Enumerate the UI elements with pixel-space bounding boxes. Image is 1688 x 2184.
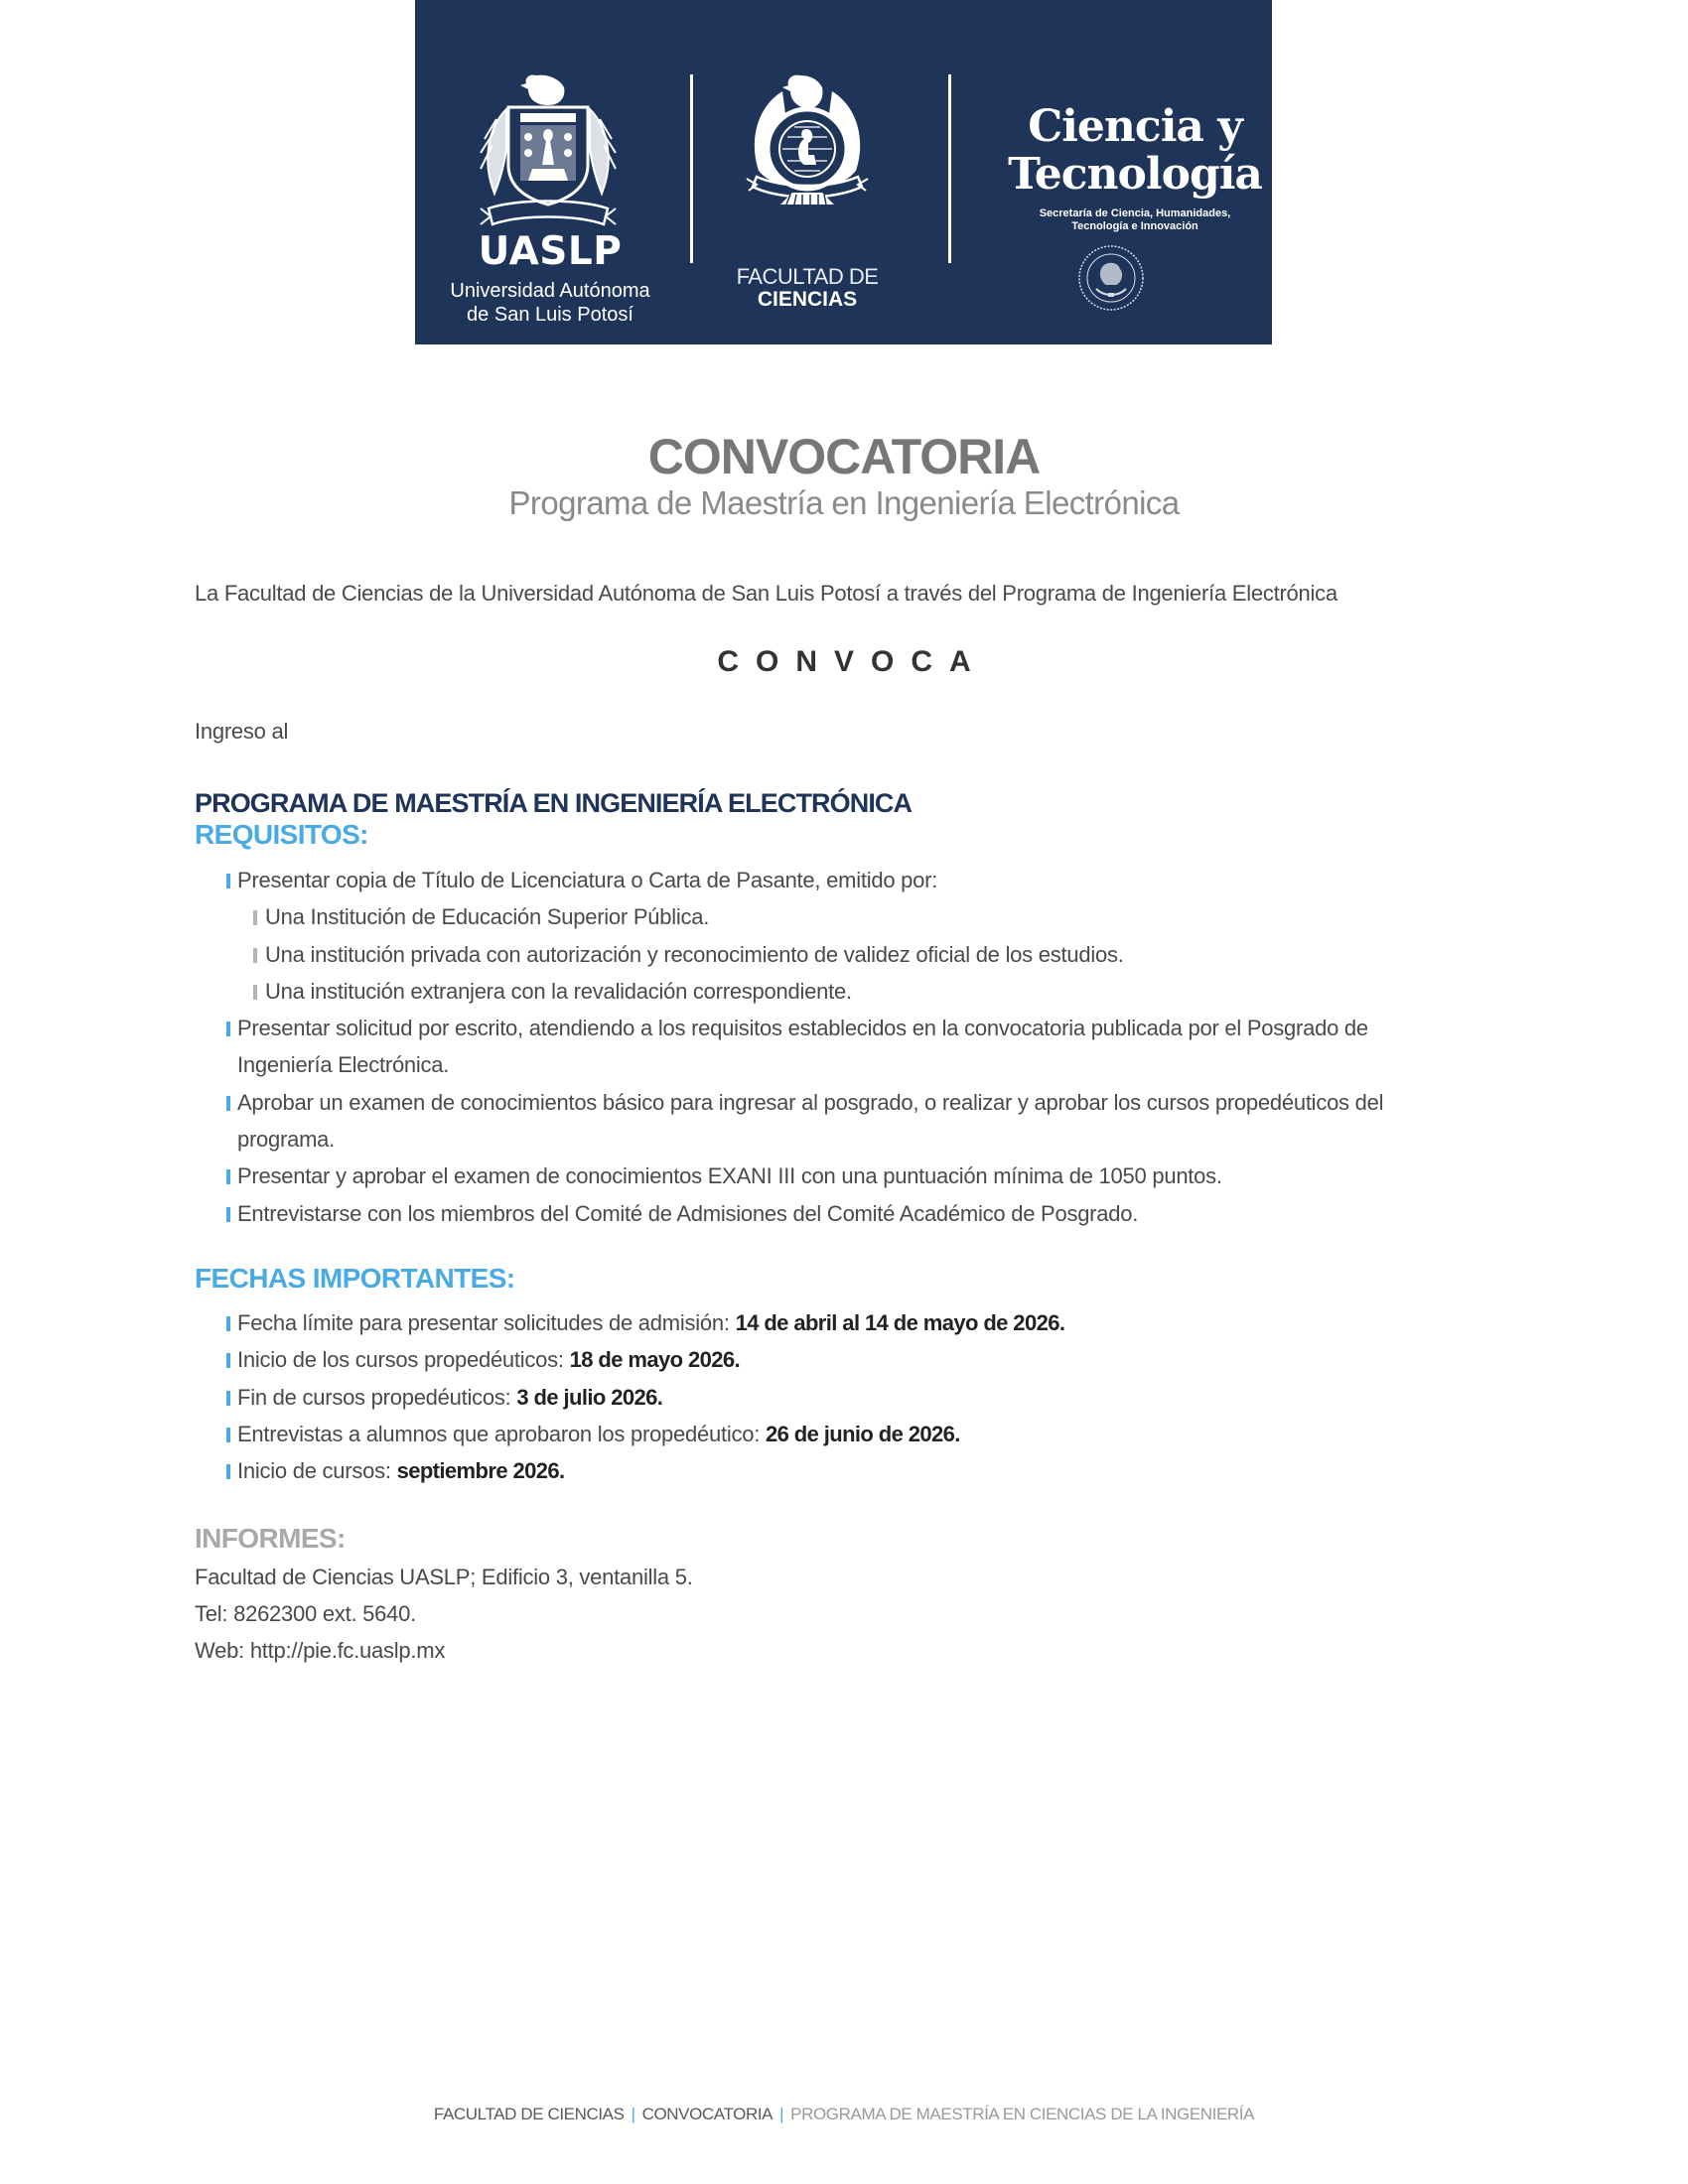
requisitos-list <box>195 862 1505 1232</box>
convoca-heading: CONVOCA <box>717 645 988 678</box>
requisito-item <box>195 1195 1505 1232</box>
fechas-list <box>195 1304 1505 1489</box>
bullet-marker-icon <box>226 1464 230 1479</box>
program-heading: PROGRAMA DE MAESTRÍA EN INGENIERÍA ELECTRÓNICA <box>195 788 913 818</box>
secretaria-subtitle-line2: Tecnología e Innovación <box>1071 220 1198 232</box>
sub-bullet-marker-icon <box>253 910 257 925</box>
footer-separator: | <box>779 2105 784 2123</box>
bullet-marker-icon <box>226 874 230 888</box>
requisito-text-continuation: programa. <box>237 1127 336 1153</box>
fecha-item <box>195 1304 1505 1341</box>
requisito-subitem <box>195 898 1505 935</box>
fecha-label: Fecha límite para presentar solicitudes de admisión: <box>237 1310 736 1335</box>
uaslp-name-line2: de San Luis Potosí <box>467 304 633 326</box>
document-subtitle: Programa de Maestría en Ingeniería Electrónica <box>508 484 1180 521</box>
bullet-marker-icon <box>226 1169 230 1184</box>
informes-address: Facultad de Ciencias UASLP; Edificio 3, ventanilla 5. <box>195 1565 693 1589</box>
document-title: CONVOCATORIA <box>647 429 1041 484</box>
fecha-item <box>195 1452 1505 1489</box>
page-footer <box>0 2105 1688 2124</box>
requisito-text: Una institución privada con autorización y reconocimiento de validez oficial de los estudios. <box>265 941 1124 967</box>
bullet-marker-icon <box>226 1096 230 1111</box>
facultad-line2: CIENCIAS <box>757 288 858 311</box>
bullet-marker-icon <box>226 1353 230 1368</box>
banner-divider <box>690 74 693 263</box>
requisito-text: Presentar solicitud por escrito, atendiendo a los requisitos establecidos en la convocatoria publicada por el Posgrado de <box>237 1016 1368 1041</box>
banner-divider <box>948 74 951 263</box>
footer-program: PROGRAMA DE MAESTRÍA EN CIENCIAS DE LA INGENIERÍA <box>790 2105 1255 2123</box>
ciencia-tecnologia-title-line1: Ciencia y <box>1028 101 1242 152</box>
facultad-ciencias-crest-icon <box>743 71 872 220</box>
requisito-item <box>195 1010 1505 1084</box>
fecha-date: 3 de julio 2026. <box>516 1384 663 1410</box>
fecha-label: Inicio de cursos: <box>237 1458 397 1484</box>
header-banner <box>415 0 1272 344</box>
uaslp-abbreviation: UASLP <box>478 229 623 274</box>
mexico-seal-icon <box>1076 243 1146 313</box>
bullet-marker-icon <box>226 1391 230 1406</box>
fecha-label: Entrevistas a alumnos que aprobaron los propedéutico: <box>237 1421 766 1446</box>
uaslp-name-line1: Universidad Autónoma <box>450 280 650 302</box>
informes-phone: Tel: 8262300 ext. 5640. <box>195 1601 416 1626</box>
requisito-text: Presentar y aprobar el examen de conocimientos EXANI III con una puntuación mínima de 1050 puntos. <box>237 1163 1222 1189</box>
requisito-text: Una institución extranjera con la revalidación correspondiente. <box>265 978 852 1004</box>
requisito-subitem <box>195 936 1505 973</box>
fecha-item <box>195 1416 1505 1452</box>
secretaria-subtitle-line1: Secretaría de Ciencia, Humanidades, <box>1039 207 1231 219</box>
fecha-label: Fin de cursos propedéuticos: <box>237 1384 517 1410</box>
bullet-marker-icon <box>226 1316 230 1331</box>
informes-web: Web: http://pie.fc.uaslp.mx <box>195 1638 446 1663</box>
footer-separator: | <box>631 2105 635 2123</box>
bullet-marker-icon <box>226 1207 230 1222</box>
fecha-date: septiembre 2026. <box>396 1458 565 1484</box>
fecha-item <box>195 1379 1505 1416</box>
fechas-heading: FECHAS IMPORTANTES: <box>195 1263 515 1294</box>
fecha-date: 14 de abril al 14 de mayo de 2026. <box>735 1310 1065 1335</box>
requisito-text-continuation: Ingeniería Electrónica. <box>237 1052 450 1078</box>
sub-bullet-marker-icon <box>253 985 257 1000</box>
bullet-marker-icon <box>226 1022 230 1036</box>
facultad-line1: FACULTAD DE <box>736 264 879 289</box>
ciencia-tecnologia-title-line2: Tecnología <box>1008 149 1262 200</box>
requisito-text: Entrevistarse con los miembros del Comité de Admisiones del Comité Académico de Posgrado. <box>237 1200 1139 1226</box>
fecha-date: 18 de mayo 2026. <box>569 1347 741 1373</box>
requisito-text: Presentar copia de Título de Licenciatura o Carta de Pasante, emitido por: <box>237 868 938 892</box>
ingreso-text: Ingreso al <box>195 719 289 744</box>
uaslp-crest-icon <box>477 69 620 228</box>
footer-convocatoria: CONVOCATORIA <box>641 2105 774 2123</box>
bullet-marker-icon <box>226 1428 230 1442</box>
informes-heading: INFORMES: <box>195 1523 346 1554</box>
requisito-item <box>195 1084 1505 1159</box>
requisito-text: Aprobar un examen de conocimientos básico para ingresar al posgrado, o realizar y aprobar los cursos propedéuticos del <box>237 1089 1384 1115</box>
fecha-date: 26 de junio de 2026. <box>765 1421 960 1446</box>
fecha-item <box>195 1341 1505 1378</box>
footer-faculty: FACULTAD DE CIENCIAS <box>433 2105 625 2123</box>
sub-bullet-marker-icon <box>253 948 257 963</box>
requisito-item <box>195 1158 1505 1194</box>
fecha-label: Inicio de los cursos propedéuticos: <box>237 1347 570 1373</box>
requisitos-heading: REQUISITOS: <box>195 819 368 850</box>
requisito-text: Una Institución de Educación Superior Pública. <box>265 904 710 930</box>
requisito-subitem <box>195 973 1505 1010</box>
requisito-item <box>195 862 1505 898</box>
intro-paragraph: La Facultad de Ciencias de la Universidad Autónoma de San Luis Potosí a través del Programa de Ingeniería Electrónica <box>195 581 1337 606</box>
